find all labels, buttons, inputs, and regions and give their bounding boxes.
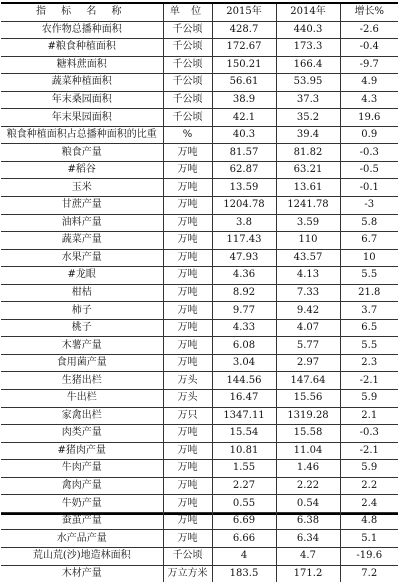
value-2014-cell: 7.33 [276,284,340,302]
table-row [1,74,398,92]
header-row [1,4,398,21]
growth-cell: 0.9 [340,126,398,144]
indicator-name-cell: 牛肉产量 [1,460,163,478]
growth-cell: -9.7 [340,56,398,74]
unit-cell: 万只 [163,407,212,425]
unit-cell: 万吨 [163,319,212,337]
value-2014-cell: 171.2 [276,565,340,582]
indicator-name-cell: 水果产量 [1,249,163,267]
value-2014-cell: 13.61 [276,179,340,197]
unit-cell: 万吨 [163,232,212,250]
growth-cell: -0.5 [340,161,398,179]
unit-cell: 万吨 [163,144,212,162]
unit-cell: 万吨 [163,284,212,302]
table-row [1,232,398,250]
growth-cell: 21.8 [340,284,398,302]
value-2015-cell: 4.36 [212,267,276,285]
table-row [1,354,398,372]
growth-cell: -0.3 [340,144,398,162]
value-2015-cell: 3.8 [212,214,276,232]
value-2015-cell: 9.77 [212,302,276,320]
growth-cell: 2.3 [340,354,398,372]
value-2015-cell: 4.33 [212,319,276,337]
unit-cell: 万吨 [163,354,212,372]
unit-cell: 万吨 [163,302,212,320]
indicator-name-cell: #龙眼 [1,267,163,285]
value-2014-cell: 53.95 [276,74,340,92]
agriculture-statistics-table [1,4,398,582]
indicator-name-cell: 柑桔 [1,284,163,302]
indicator-name-cell: 生猪出栏 [1,372,163,390]
table-row [1,144,398,162]
table-row [1,126,398,144]
value-2014-cell: 440.3 [276,21,340,39]
table-row [1,249,398,267]
growth-cell: 6.7 [340,232,398,250]
table-row [1,425,398,443]
header-indicator-name: 指 标 名 称 [1,4,163,21]
table-row [1,442,398,460]
value-2014-cell: 63.21 [276,161,340,179]
table-row [1,547,398,565]
indicator-name-cell: #粮食种植面积 [1,39,163,57]
value-2014-cell: 43.57 [276,249,340,267]
value-2014-cell: 0.54 [276,495,340,513]
value-2014-cell: 15.58 [276,425,340,443]
value-2014-cell: 4.13 [276,267,340,285]
unit-cell: 千公顷 [163,547,212,565]
value-2014-cell: 5.77 [276,337,340,355]
value-2015-cell: 6.66 [212,530,276,548]
indicator-name-cell: 油料产量 [1,214,163,232]
value-2015-cell: 0.55 [212,495,276,513]
growth-cell: -2.1 [340,442,398,460]
growth-cell: 3.7 [340,302,398,320]
table-row [1,495,398,513]
indicator-name-cell: 年末桑园面积 [1,91,163,109]
growth-cell: -0.3 [340,425,398,443]
growth-cell: 2.4 [340,495,398,513]
value-2014-cell: 166.4 [276,56,340,74]
growth-cell: 6.5 [340,319,398,337]
growth-cell: 5.9 [340,460,398,478]
table-row [1,302,398,320]
unit-cell: 万吨 [163,477,212,495]
table-row [1,214,398,232]
growth-cell: -3 [340,197,398,215]
header-2014: 2014年 [276,4,340,21]
value-2015-cell: 428.7 [212,21,276,39]
indicator-name-cell: 玉米 [1,179,163,197]
growth-cell: -2.6 [340,21,398,39]
value-2015-cell: 3.04 [212,354,276,372]
value-2014-cell: 2.22 [276,477,340,495]
value-2015-cell: 16.47 [212,390,276,408]
value-2014-cell: 81.82 [276,144,340,162]
indicator-name-cell: 粮食产量 [1,144,163,162]
value-2015-cell: 15.54 [212,425,276,443]
value-2015-cell: 1204.78 [212,197,276,215]
growth-cell: 2.1 [340,407,398,425]
growth-cell: -19.6 [340,547,398,565]
table-row [1,284,398,302]
unit-cell: 万头 [163,390,212,408]
value-2014-cell: 3.59 [276,214,340,232]
value-2014-cell: 173.3 [276,39,340,57]
growth-cell: 10 [340,249,398,267]
table-row [1,267,398,285]
table-row [1,109,398,127]
table-row [1,512,398,530]
indicator-name-cell: 荒山荒(沙)地造林面积 [1,547,163,565]
indicator-name-cell: 水产品产量 [1,530,163,548]
unit-cell: 万吨 [163,249,212,267]
table-row [1,91,398,109]
table-row [1,460,398,478]
header-unit: 单 位 [163,4,212,21]
table-row [1,161,398,179]
value-2014-cell: 110 [276,232,340,250]
unit-cell: 万吨 [163,267,212,285]
value-2014-cell: 6.38 [276,512,340,530]
unit-cell: 万吨 [163,179,212,197]
growth-cell: 5.5 [340,267,398,285]
value-2015-cell: 56.61 [212,74,276,92]
indicator-name-cell: 禽肉产量 [1,477,163,495]
header-2015: 2015年 [212,4,276,21]
table-row [1,319,398,337]
unit-cell: 万吨 [163,337,212,355]
value-2014-cell: 39.4 [276,126,340,144]
unit-cell: 千公顷 [163,56,212,74]
growth-cell: -2.1 [340,372,398,390]
table-row [1,407,398,425]
growth-cell: -0.4 [340,39,398,57]
unit-cell: 千公顷 [163,21,212,39]
growth-cell: 7.2 [340,565,398,582]
growth-cell: 4.3 [340,91,398,109]
indicator-name-cell: 年末果园面积 [1,109,163,127]
indicator-name-cell: 家禽出栏 [1,407,163,425]
table-row [1,39,398,57]
unit-cell: 万吨 [163,460,212,478]
indicator-name-cell: 木薯产量 [1,337,163,355]
growth-cell: 19.6 [340,109,398,127]
indicator-name-cell: 蚕茧产量 [1,512,163,530]
value-2015-cell: 8.92 [212,284,276,302]
table-row [1,530,398,548]
table-row [1,179,398,197]
value-2014-cell: 1.46 [276,460,340,478]
unit-cell: 万吨 [163,214,212,232]
value-2014-cell: 1241.78 [276,197,340,215]
table-row [1,372,398,390]
table-row [1,197,398,215]
value-2014-cell: 37.3 [276,91,340,109]
value-2015-cell: 42.1 [212,109,276,127]
indicator-name-cell: 牛奶产量 [1,495,163,513]
indicator-name-cell: #稻谷 [1,161,163,179]
value-2015-cell: 1347.11 [212,407,276,425]
statistics-table-container [1,2,398,579]
table-row [1,337,398,355]
indicator-name-cell: 肉类产量 [1,425,163,443]
value-2015-cell: 81.57 [212,144,276,162]
growth-cell: 5.9 [340,390,398,408]
value-2014-cell: 6.34 [276,530,340,548]
unit-cell: 万吨 [163,425,212,443]
value-2015-cell: 144.56 [212,372,276,390]
value-2015-cell: 172.67 [212,39,276,57]
value-2014-cell: 147.64 [276,372,340,390]
growth-cell: 5.8 [340,214,398,232]
indicator-name-cell: 桃子 [1,319,163,337]
value-2015-cell: 6.69 [212,512,276,530]
value-2015-cell: 183.5 [212,565,276,582]
indicator-name-cell: 木材产量 [61,567,102,579]
table-row [1,390,398,408]
value-2014-cell: 4.7 [276,547,340,565]
value-2015-cell: 117.43 [212,232,276,250]
indicator-name-cell: 蔬菜产量 [1,232,163,250]
indicator-name-cell: 食用菌产量 [1,354,163,372]
value-2014-cell: 9.42 [276,302,340,320]
unit-cell: 万吨 [163,512,212,530]
indicator-name-cell: 糖料蔗面积 [1,56,163,74]
indicator-name-cell: 蔬菜种植面积 [1,74,163,92]
growth-cell: -0.1 [340,179,398,197]
growth-cell: 2.2 [340,477,398,495]
value-2015-cell: 150.21 [212,56,276,74]
table-row [1,477,398,495]
unit-cell: 万立方米 [163,565,212,582]
value-2014-cell: 35.2 [276,109,340,127]
header-growth: 增长% [340,4,398,21]
value-2015-cell: 62.87 [212,161,276,179]
growth-cell: 4.9 [340,74,398,92]
unit-cell: 千公顷 [163,39,212,57]
value-2015-cell: 4 [212,547,276,565]
unit-cell: 千公顷 [163,109,212,127]
table-row [1,56,398,74]
indicator-name-cell: #猪肉产量 [1,442,163,460]
unit-cell: 万吨 [163,530,212,548]
table-body [1,21,398,582]
value-2015-cell: 6.08 [212,337,276,355]
growth-cell: 5.1 [340,530,398,548]
value-2015-cell: 1.55 [212,460,276,478]
unit-cell: 万头 [163,372,212,390]
unit-cell: 万吨 [163,442,212,460]
value-2015-cell: 47.93 [212,249,276,267]
table-row [1,565,398,582]
value-2015-cell: 10.81 [212,442,276,460]
value-2015-cell: 40.3 [212,126,276,144]
value-2015-cell: 2.27 [212,477,276,495]
value-2014-cell: 4.07 [276,319,340,337]
value-2015-cell: 38.9 [212,91,276,109]
unit-cell: 万吨 [163,495,212,513]
unit-cell: 万吨 [163,197,212,215]
value-2015-cell: 13.59 [212,179,276,197]
indicator-name-cell: 农作物总播种面积 [1,21,163,39]
indicator-name-cell: 柿子 [1,302,163,320]
growth-cell: 5.5 [340,337,398,355]
unit-cell: 千公顷 [163,91,212,109]
indicator-name-cell: 牛出栏 [1,390,163,408]
value-2014-cell: 1319.28 [276,407,340,425]
indicator-name-cell: 甘蔗产量 [1,197,163,215]
table-row [1,21,398,39]
value-2014-cell: 2.97 [276,354,340,372]
value-2014-cell: 15.56 [276,390,340,408]
unit-cell: % [163,126,212,144]
unit-cell: 万吨 [163,161,212,179]
growth-cell: 4.8 [340,512,398,530]
value-2014-cell: 11.04 [276,442,340,460]
unit-cell: 千公顷 [163,74,212,92]
indicator-name-cell: 粮食种植面积占总播种面积的比重 [1,126,163,144]
